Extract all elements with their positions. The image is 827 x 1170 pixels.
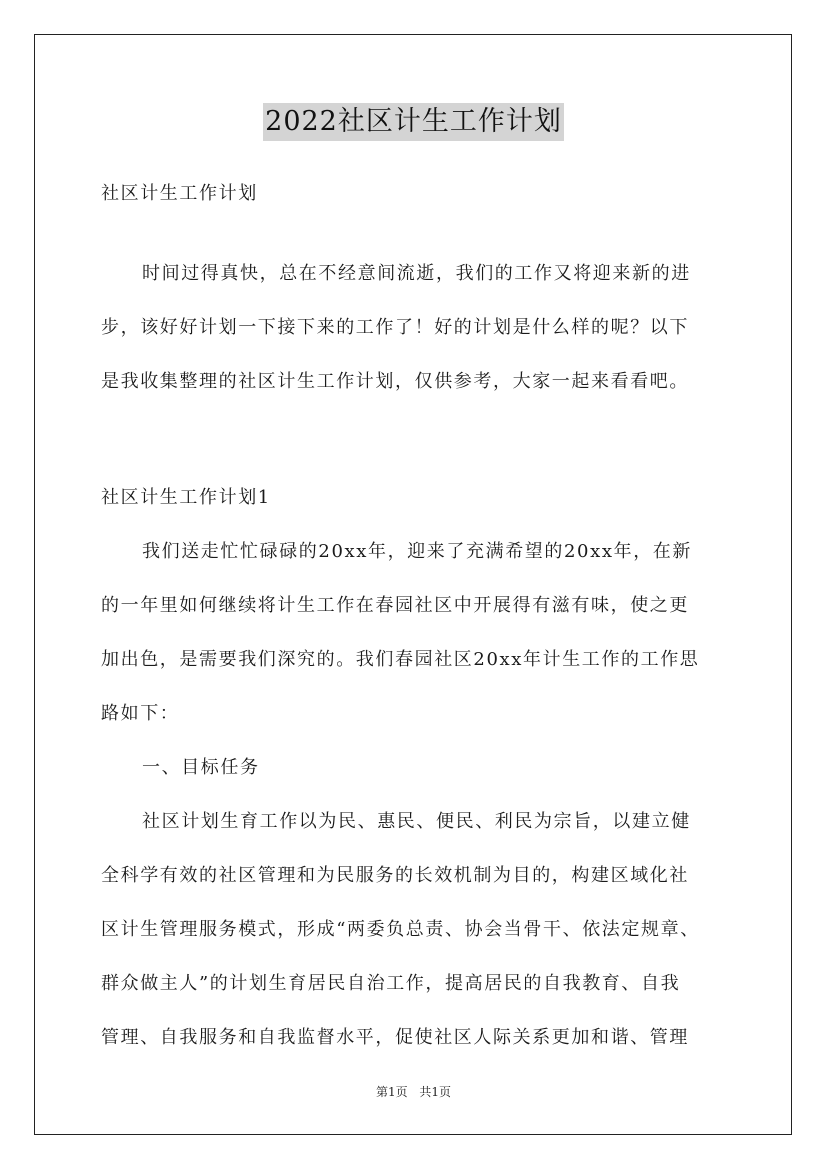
intro-line: 时间过得真快，总在不经意间流逝，我们的工作又将迎来新的进 [142, 263, 691, 284]
page-footer [0, 1083, 827, 1100]
goal-line: 管理、自我服务和自我监督水平，促使社区人际关系更加和谐、管理 [101, 1027, 689, 1048]
document-title: 2022社区计生工作计划 [263, 103, 564, 141]
goal-line: 区计生管理服务模式，形成“两委负总责、协会当骨干、依法定规章、 [101, 919, 700, 940]
section-line: 加出色，是需要我们深究的。我们春园社区20xx年计生工作的工作思 [101, 649, 700, 670]
goal-line: 群众做主人”的计划生育居民自治工作，提高居民的自我教育、自我 [101, 973, 681, 994]
goal-line: 社区计划生育工作以为民、惠民、便民、利民为宗旨，以建立健 [142, 811, 691, 832]
page-number-current: 第1页 [375, 1085, 408, 1099]
section-line: 路如下： [101, 703, 180, 724]
intro-line: 是我收集整理的社区计生工作计划，仅供参考，大家一起来看看吧。 [101, 371, 689, 392]
goal-line: 全科学有效的社区管理和为民服务的长效机制为目的，构建区域化社 [101, 865, 689, 886]
subtitle: 社区计生工作计划 [101, 183, 258, 204]
intro-paragraph [101, 256, 731, 400]
intro-line: 步，该好好计划一下接下来的工作了！好的计划是什么样的呢？以下 [101, 317, 689, 338]
section-line: 我们送走忙忙碌碌的20xx年，迎来了充满希望的20xx年，在新 [142, 541, 693, 562]
subheading: 一、目标任务 [142, 757, 260, 778]
document-body [101, 176, 731, 1056]
section-paragraph [101, 534, 731, 732]
section-line: 的一年里如何继续将计生工作在春园社区中开展得有滋有味，使之更 [101, 595, 689, 616]
page-number-total: 共1页 [419, 1085, 452, 1099]
goal-paragraph [101, 804, 731, 1056]
title-container [0, 103, 827, 141]
section-heading: 社区计生工作计划1 [101, 487, 271, 508]
